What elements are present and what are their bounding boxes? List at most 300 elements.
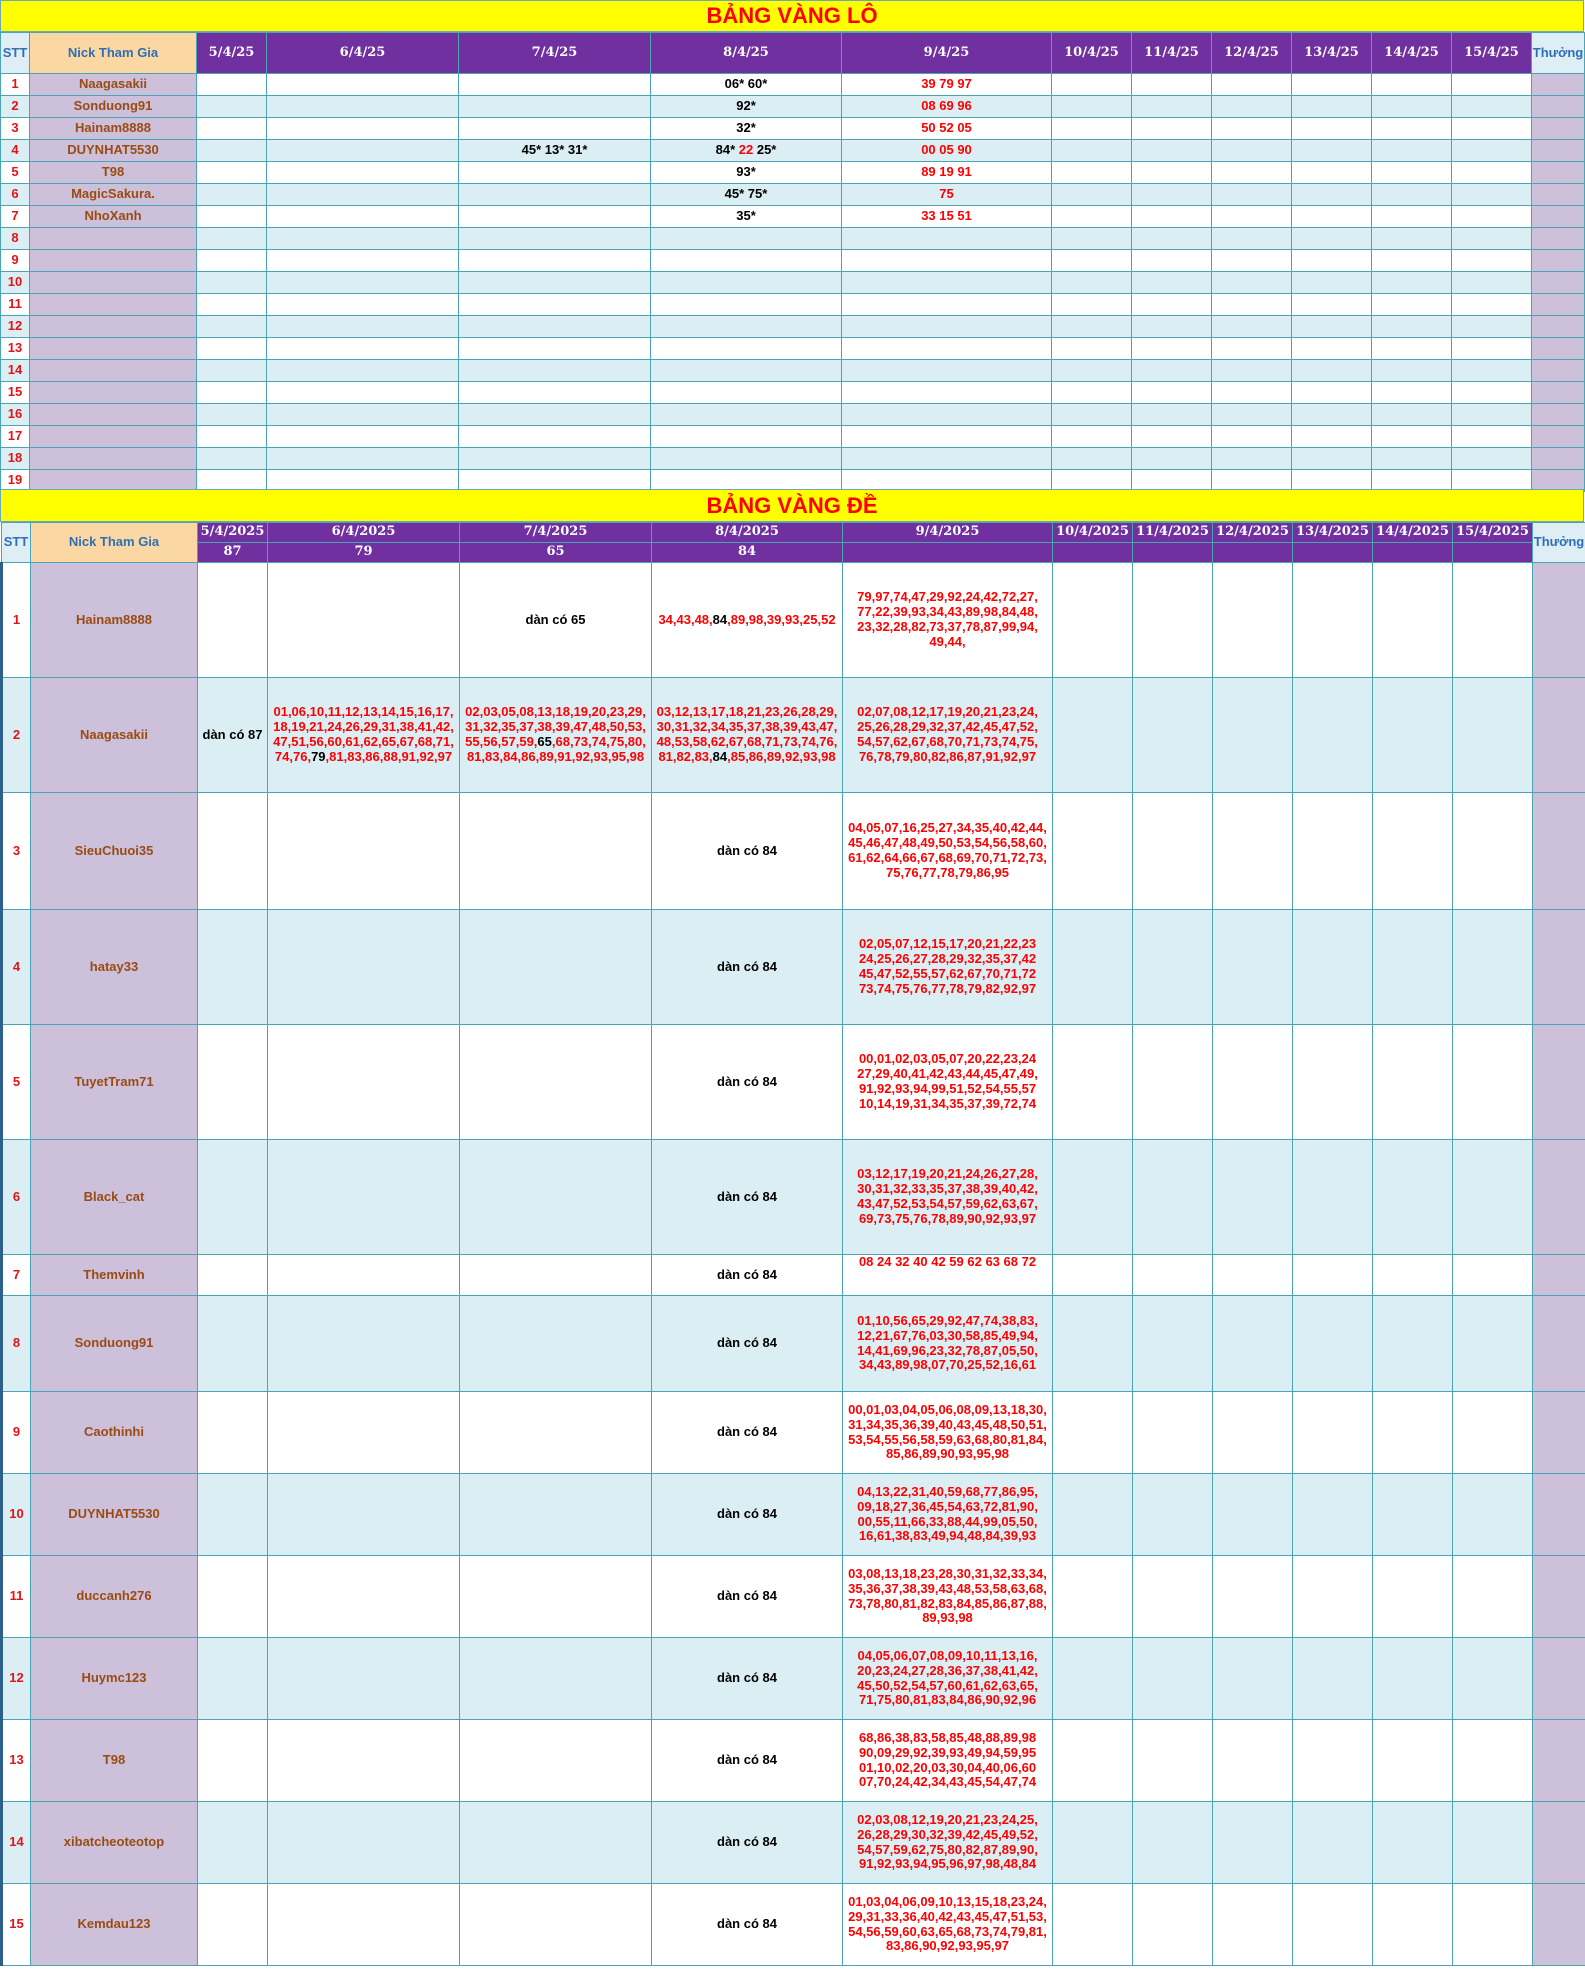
table-row bbox=[1, 74, 1585, 96]
cell bbox=[267, 360, 459, 382]
cell bbox=[460, 1255, 652, 1296]
cell bbox=[1372, 360, 1452, 382]
cell bbox=[1373, 1638, 1453, 1720]
row-number: 3 bbox=[2, 793, 31, 910]
cell bbox=[1372, 118, 1452, 140]
cell bbox=[1212, 140, 1292, 162]
cell bbox=[1372, 448, 1452, 470]
row-nick: Caothinhi bbox=[31, 1392, 198, 1474]
cell bbox=[1293, 563, 1373, 678]
cell bbox=[1213, 563, 1293, 678]
row-nick: hatay33 bbox=[31, 910, 198, 1025]
cell bbox=[459, 96, 651, 118]
cell bbox=[198, 1025, 268, 1140]
row-number: 17 bbox=[1, 426, 30, 448]
cell bbox=[651, 206, 842, 228]
cell bbox=[651, 74, 842, 96]
cell bbox=[651, 184, 842, 206]
cell bbox=[268, 1884, 460, 1966]
cell bbox=[1213, 1556, 1293, 1638]
cell bbox=[1212, 96, 1292, 118]
cell bbox=[1452, 96, 1532, 118]
cell bbox=[268, 910, 460, 1025]
cell bbox=[459, 162, 651, 184]
cell bbox=[268, 1474, 460, 1556]
cell bbox=[460, 793, 652, 910]
cell: 68,86,38,83,58,85,48,88,89,98 90,09,29,92,39,93,49,94,59,95 01,10,02,20,03,30,04,40,06,60 07,70,24,42,34,43,45,54,47,74 bbox=[843, 1720, 1053, 1802]
row-number: 6 bbox=[2, 1140, 31, 1255]
cell bbox=[268, 1392, 460, 1474]
cell bbox=[267, 250, 459, 272]
cell bbox=[1372, 272, 1452, 294]
cell bbox=[460, 1296, 652, 1392]
table-row bbox=[1, 228, 1585, 250]
cell bbox=[651, 250, 842, 272]
row-nick: Naagasakii bbox=[30, 74, 197, 96]
cell bbox=[652, 1802, 843, 1884]
cell bbox=[197, 382, 267, 404]
row-nick: MagicSakura. bbox=[30, 184, 197, 206]
winning-number bbox=[1453, 543, 1533, 563]
cell bbox=[197, 316, 267, 338]
row-number: 2 bbox=[1, 96, 30, 118]
cell-segment: dàn có 87 bbox=[202, 726, 263, 742]
cell bbox=[1373, 1474, 1453, 1556]
header-date: 8/4/25 bbox=[651, 33, 842, 74]
header-date: 9/4/25 bbox=[842, 33, 1052, 74]
header-date: 14/4/2025 bbox=[1373, 523, 1453, 543]
cell bbox=[459, 184, 651, 206]
winning-number: 84 bbox=[652, 543, 843, 563]
header-date: 9/4/2025 bbox=[843, 523, 1053, 543]
cell-segment: 92* bbox=[736, 98, 756, 114]
cell bbox=[197, 272, 267, 294]
row-number: 8 bbox=[1, 228, 30, 250]
row-nick: Black_cat bbox=[31, 1140, 198, 1255]
cell bbox=[1132, 294, 1212, 316]
table-row bbox=[1, 272, 1585, 294]
cell bbox=[1453, 1025, 1533, 1140]
cell bbox=[652, 1296, 843, 1392]
cell bbox=[842, 404, 1052, 426]
header-date: 8/4/2025 bbox=[652, 523, 843, 543]
cell bbox=[1373, 793, 1453, 910]
cell bbox=[1452, 338, 1532, 360]
winning-number bbox=[1133, 543, 1213, 563]
cell bbox=[1453, 1140, 1533, 1255]
cell bbox=[1372, 206, 1452, 228]
cell bbox=[459, 250, 651, 272]
table-row bbox=[2, 1720, 1585, 1802]
cell bbox=[197, 74, 267, 96]
cell bbox=[1213, 1474, 1293, 1556]
cell bbox=[198, 1720, 268, 1802]
cell bbox=[1292, 96, 1372, 118]
cell bbox=[198, 1392, 268, 1474]
cell-segment: 84 bbox=[712, 748, 728, 764]
cell bbox=[1373, 1255, 1453, 1296]
cell bbox=[1213, 1638, 1293, 1720]
cell bbox=[1213, 1255, 1293, 1296]
cell bbox=[1453, 1638, 1533, 1720]
cell bbox=[1213, 793, 1293, 910]
cell bbox=[652, 1255, 843, 1296]
cell bbox=[1212, 74, 1292, 96]
cell bbox=[197, 294, 267, 316]
cell bbox=[1052, 140, 1132, 162]
cell bbox=[1292, 316, 1372, 338]
cell bbox=[1293, 910, 1373, 1025]
cell bbox=[1292, 272, 1372, 294]
cell-segment: ,89,98,39,93,25,52 bbox=[727, 611, 836, 627]
cell bbox=[651, 294, 842, 316]
cell bbox=[1453, 1392, 1533, 1474]
cell bbox=[197, 250, 267, 272]
header-date: 7/4/25 bbox=[459, 33, 651, 74]
cell bbox=[1373, 1556, 1453, 1638]
winning-number bbox=[1053, 543, 1133, 563]
cell bbox=[1053, 1720, 1133, 1802]
cell bbox=[197, 448, 267, 470]
cell bbox=[268, 1255, 460, 1296]
cell bbox=[651, 140, 842, 162]
cell: 02,05,07,12,15,17,20,21,22,23 24,25,26,27,28,29,32,35,37,42 45,47,52,55,57,62,67,70,71,72 73,74,75,76,77,78,79,82,92,97 bbox=[843, 910, 1053, 1025]
cell bbox=[1052, 448, 1132, 470]
row-number: 12 bbox=[1, 316, 30, 338]
winning-number: 87 bbox=[198, 543, 268, 563]
cell bbox=[267, 404, 459, 426]
header-nick: Nick Tham Gia bbox=[31, 523, 198, 563]
cell-segment: dàn có 84 bbox=[717, 1916, 777, 1932]
cell bbox=[1293, 1474, 1373, 1556]
cell bbox=[1212, 404, 1292, 426]
cell bbox=[459, 228, 651, 250]
cell bbox=[1213, 1025, 1293, 1140]
cell bbox=[1132, 184, 1212, 206]
cell bbox=[842, 272, 1052, 294]
cell: 04,05,07,16,25,27,34,35,40,42,44, 45,46,47,48,49,50,53,54,56,58,60, 61,62,64,66,67,68,69,70,71,72,73, 75,76,77,78,79,86,95 bbox=[843, 793, 1053, 910]
cell bbox=[1132, 426, 1212, 448]
cell bbox=[651, 382, 842, 404]
cell bbox=[1052, 228, 1132, 250]
cell bbox=[1053, 1255, 1133, 1296]
table-row bbox=[2, 793, 1585, 910]
cell bbox=[1372, 426, 1452, 448]
cell-segment: 22 bbox=[738, 142, 754, 158]
row-prize bbox=[1533, 1255, 1585, 1296]
cell bbox=[197, 162, 267, 184]
winning-number bbox=[1213, 543, 1293, 563]
cell bbox=[1053, 910, 1133, 1025]
row-prize bbox=[1533, 793, 1585, 910]
cell-segment: dàn có 65 bbox=[525, 611, 586, 627]
row-prize bbox=[1532, 118, 1585, 140]
row-prize bbox=[1533, 563, 1585, 678]
cell bbox=[198, 1296, 268, 1392]
table-row bbox=[1, 162, 1585, 184]
cell bbox=[652, 678, 843, 793]
cell: 39 79 97 bbox=[842, 74, 1052, 96]
cell-segment: dàn có 84 bbox=[717, 1834, 777, 1850]
cell: 00,01,02,03,05,07,20,22,23,24 27,29,40,41,42,43,44,45,47,49, 91,92,93,94,99,51,52,54,55,57 10,14,19,31,34,35,37,39,72,74 bbox=[843, 1025, 1053, 1140]
row-prize bbox=[1533, 678, 1585, 793]
cell bbox=[651, 272, 842, 294]
cell bbox=[842, 360, 1052, 382]
cell bbox=[459, 74, 651, 96]
header-date: 11/4/25 bbox=[1132, 33, 1212, 74]
cell-segment: 02,03,05,08,13,18,19,20,23,29, 31,32,35,37,38,39,47,48,50,53, 55,56,57,59, bbox=[465, 704, 646, 749]
cell bbox=[197, 140, 267, 162]
cell bbox=[198, 793, 268, 910]
cell bbox=[1292, 206, 1372, 228]
cell-segment: 34,43,48, bbox=[658, 611, 713, 627]
cell bbox=[459, 426, 651, 448]
row-nick: T98 bbox=[30, 162, 197, 184]
cell bbox=[1452, 206, 1532, 228]
cell: 79,97,74,47,29,92,24,42,72,27, 77,22,39,93,34,43,89,98,84,48, 23,32,28,82,73,37,78,87,99,94, 49,44, bbox=[843, 563, 1053, 678]
cell bbox=[1212, 118, 1292, 140]
cell bbox=[1452, 316, 1532, 338]
cell bbox=[1053, 1296, 1133, 1392]
cell bbox=[1453, 563, 1533, 678]
cell-segment: 35* bbox=[736, 208, 756, 224]
cell bbox=[1292, 426, 1372, 448]
cell bbox=[1132, 338, 1212, 360]
cell bbox=[842, 448, 1052, 470]
row-prize bbox=[1532, 448, 1585, 470]
cell bbox=[652, 1884, 843, 1966]
cell bbox=[1133, 1025, 1213, 1140]
cell-segment: ,81,83,86,88,91,92,97 bbox=[325, 748, 453, 764]
cell bbox=[1212, 228, 1292, 250]
cell bbox=[1133, 1392, 1213, 1474]
cell: 03,08,13,18,23,28,30,31,32,33,34, 35,36,37,38,39,43,48,53,58,63,68, 73,78,80,81,82,83,84,85,86,87,88, 89,93,98 bbox=[843, 1556, 1053, 1638]
cell-segment: 45* 13* 31* bbox=[521, 142, 588, 158]
cell bbox=[1052, 338, 1132, 360]
cell bbox=[1453, 1802, 1533, 1884]
cell bbox=[1293, 1392, 1373, 1474]
cell bbox=[1372, 96, 1452, 118]
table-row bbox=[2, 1474, 1585, 1556]
header-date: 15/4/2025 bbox=[1453, 523, 1533, 543]
cell-segment: dàn có 84 bbox=[717, 842, 777, 858]
cell bbox=[651, 338, 842, 360]
cell bbox=[1293, 1802, 1373, 1884]
cell-segment: 79 bbox=[311, 748, 326, 764]
cell bbox=[197, 228, 267, 250]
row-number: 1 bbox=[2, 563, 31, 678]
cell bbox=[1293, 1255, 1373, 1296]
cell bbox=[1212, 272, 1292, 294]
row-nick: Huymc123 bbox=[31, 1638, 198, 1720]
cell bbox=[459, 316, 651, 338]
row-nick: T98 bbox=[31, 1720, 198, 1802]
table-row bbox=[2, 1140, 1585, 1255]
cell-segment: dàn có 84 bbox=[717, 1266, 777, 1282]
cell bbox=[1052, 96, 1132, 118]
cell-segment: 03,12,13,17,18,21,23,26,28,29, 30,31,32,34,35,37,38,39,43,47, 48,53,58,62,67,68,71,73,74,76, 81,82,83, bbox=[656, 704, 838, 764]
table-row bbox=[1, 96, 1585, 118]
cell bbox=[1133, 1140, 1213, 1255]
row-prize bbox=[1533, 1392, 1585, 1474]
row-prize bbox=[1532, 206, 1585, 228]
row-prize bbox=[1532, 184, 1585, 206]
cell bbox=[1372, 162, 1452, 184]
cell bbox=[1453, 910, 1533, 1025]
header-date: 7/4/2025 bbox=[460, 523, 652, 543]
row-nick: Kemdau123 bbox=[31, 1884, 198, 1966]
cell bbox=[1132, 162, 1212, 184]
cell bbox=[267, 272, 459, 294]
row-number: 5 bbox=[2, 1025, 31, 1140]
cell bbox=[1292, 404, 1372, 426]
cell bbox=[1452, 250, 1532, 272]
cell bbox=[460, 1025, 652, 1140]
cell-segment: dàn có 84 bbox=[717, 1752, 777, 1768]
cell bbox=[1452, 360, 1532, 382]
cell bbox=[1132, 118, 1212, 140]
cell bbox=[198, 1556, 268, 1638]
cell-segment: ,68,73,74,75,80, 81,83,84,86,89,91,92,93,95,98 bbox=[466, 734, 646, 764]
cell bbox=[1052, 316, 1132, 338]
cell bbox=[460, 563, 652, 678]
cell bbox=[651, 118, 842, 140]
cell bbox=[1132, 250, 1212, 272]
cell bbox=[459, 294, 651, 316]
row-nick: Themvinh bbox=[31, 1255, 198, 1296]
cell bbox=[267, 206, 459, 228]
cell bbox=[268, 793, 460, 910]
table-row bbox=[1, 250, 1585, 272]
row-prize bbox=[1533, 1025, 1585, 1140]
cell-segment: dàn có 84 bbox=[717, 1188, 777, 1204]
cell bbox=[268, 563, 460, 678]
cell bbox=[1452, 140, 1532, 162]
cell bbox=[1053, 1802, 1133, 1884]
table-row bbox=[1, 404, 1585, 426]
row-nick bbox=[30, 426, 197, 448]
cell bbox=[1452, 448, 1532, 470]
table-row bbox=[1, 206, 1585, 228]
cell bbox=[1373, 910, 1453, 1025]
cell bbox=[1053, 1025, 1133, 1140]
cell bbox=[1372, 228, 1452, 250]
cell bbox=[268, 1720, 460, 1802]
row-prize bbox=[1532, 426, 1585, 448]
header-date: 6/4/25 bbox=[267, 33, 459, 74]
cell bbox=[267, 118, 459, 140]
cell bbox=[1133, 1556, 1213, 1638]
cell bbox=[652, 1025, 843, 1140]
table-row bbox=[1, 184, 1585, 206]
cell bbox=[1372, 316, 1452, 338]
row-prize bbox=[1532, 272, 1585, 294]
cell: 08 24 32 40 42 59 62 63 68 72 bbox=[843, 1255, 1053, 1296]
row-number: 1 bbox=[1, 74, 30, 96]
cell bbox=[460, 1802, 652, 1884]
cell bbox=[1453, 678, 1533, 793]
cell bbox=[652, 1140, 843, 1255]
cell bbox=[460, 1392, 652, 1474]
cell bbox=[842, 426, 1052, 448]
cell bbox=[1453, 1296, 1533, 1392]
table-row bbox=[2, 1296, 1585, 1392]
cell bbox=[1212, 338, 1292, 360]
table-row bbox=[1, 382, 1585, 404]
cell bbox=[197, 184, 267, 206]
cell bbox=[1292, 74, 1372, 96]
row-prize bbox=[1532, 74, 1585, 96]
row-prize bbox=[1532, 360, 1585, 382]
row-prize bbox=[1533, 1296, 1585, 1392]
cell-segment: ,85,86,89,92,93,98 bbox=[727, 748, 836, 764]
cell bbox=[1373, 1025, 1453, 1140]
cell bbox=[1133, 1884, 1213, 1966]
cell bbox=[267, 338, 459, 360]
row-nick: DUYNHAT5530 bbox=[31, 1474, 198, 1556]
cell bbox=[268, 1556, 460, 1638]
cell bbox=[1452, 184, 1532, 206]
cell bbox=[1132, 404, 1212, 426]
cell bbox=[1212, 360, 1292, 382]
table-row bbox=[2, 1884, 1585, 1966]
header-prize: Thưởng bbox=[1532, 33, 1585, 74]
header-date: 12/4/2025 bbox=[1213, 523, 1293, 543]
cell bbox=[1293, 678, 1373, 793]
row-number: 8 bbox=[2, 1296, 31, 1392]
row-nick bbox=[30, 404, 197, 426]
cell bbox=[651, 96, 842, 118]
cell bbox=[1213, 678, 1293, 793]
cell bbox=[1213, 910, 1293, 1025]
header-stt: STT bbox=[2, 523, 31, 563]
header-date: 12/4/25 bbox=[1212, 33, 1292, 74]
cell bbox=[1452, 118, 1532, 140]
cell: 50 52 05 bbox=[842, 118, 1052, 140]
row-nick bbox=[30, 294, 197, 316]
cell bbox=[651, 448, 842, 470]
cell-segment: dàn có 84 bbox=[717, 1588, 777, 1604]
table-row bbox=[2, 1802, 1585, 1884]
cell bbox=[1293, 1296, 1373, 1392]
row-number: 14 bbox=[2, 1802, 31, 1884]
lo-table bbox=[0, 32, 1585, 492]
header-date: 14/4/25 bbox=[1372, 33, 1452, 74]
row-number: 5 bbox=[1, 162, 30, 184]
cell bbox=[1052, 382, 1132, 404]
cell bbox=[1292, 448, 1372, 470]
cell bbox=[1292, 228, 1372, 250]
row-nick bbox=[30, 360, 197, 382]
header-date: 10/4/2025 bbox=[1053, 523, 1133, 543]
cell bbox=[1373, 1392, 1453, 1474]
de-title: BẢNG VÀNG ĐỀ bbox=[0, 489, 1584, 522]
cell bbox=[842, 338, 1052, 360]
row-nick: Sonduong91 bbox=[31, 1296, 198, 1392]
cell-segment: dàn có 84 bbox=[717, 1424, 777, 1440]
cell bbox=[1292, 118, 1372, 140]
cell bbox=[651, 404, 842, 426]
row-nick: Hainam8888 bbox=[31, 563, 198, 678]
cell bbox=[1212, 426, 1292, 448]
table-row bbox=[1, 316, 1585, 338]
cell bbox=[842, 316, 1052, 338]
row-nick: Sonduong91 bbox=[30, 96, 197, 118]
cell bbox=[1132, 228, 1212, 250]
cell bbox=[1452, 382, 1532, 404]
cell bbox=[1212, 250, 1292, 272]
row-nick: Hainam8888 bbox=[30, 118, 197, 140]
